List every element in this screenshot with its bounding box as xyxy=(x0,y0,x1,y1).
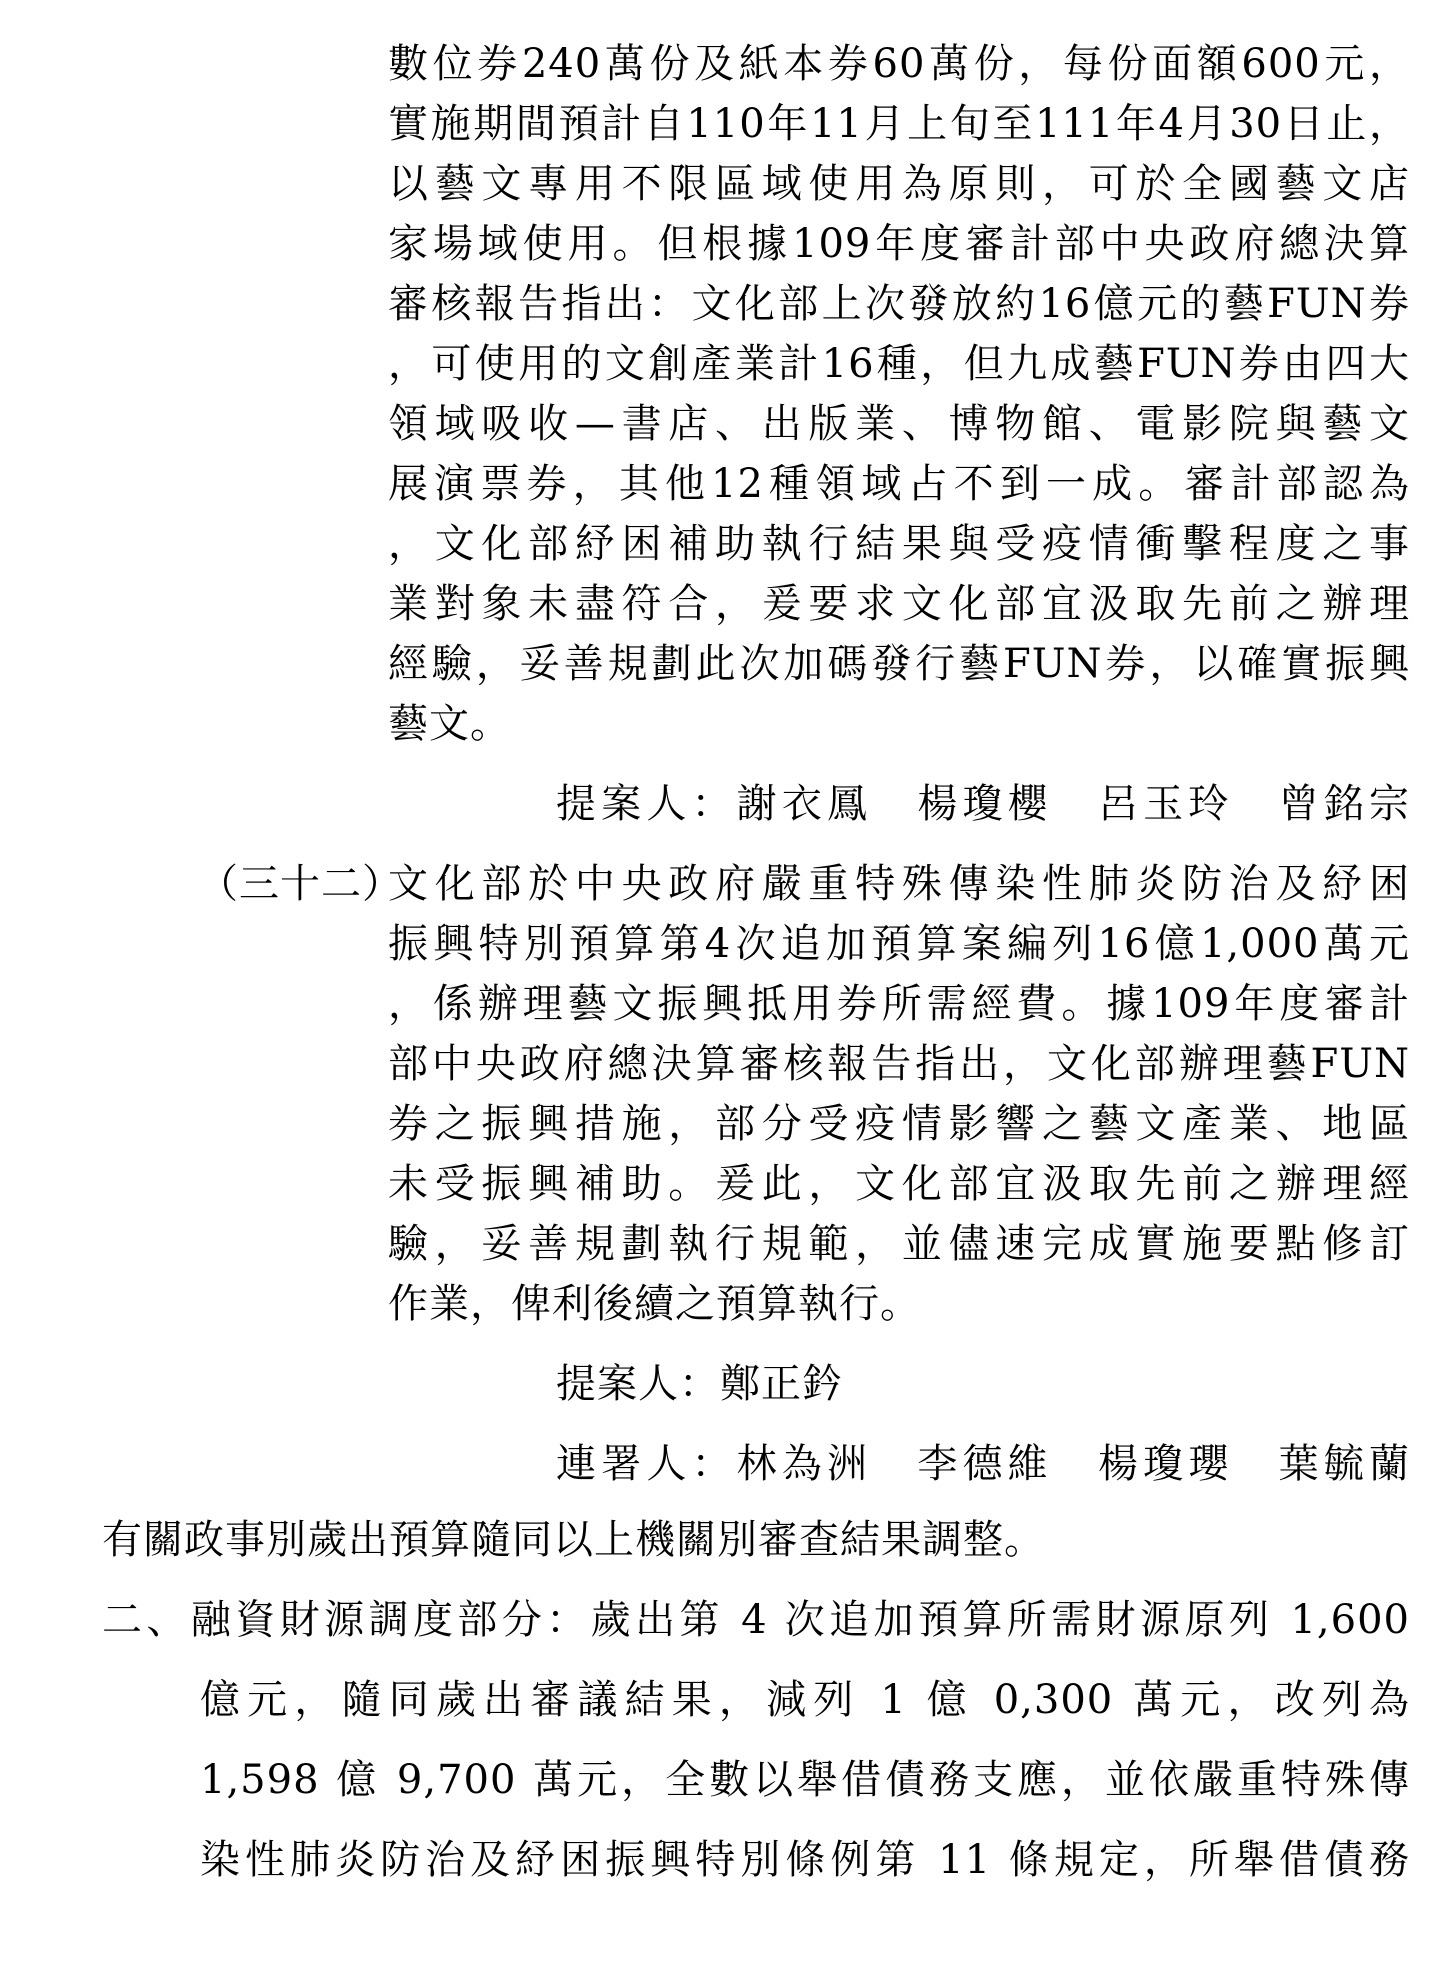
body-line: 驗，妥善規劃執行規範，並儘速完成實施要點修訂 xyxy=(388,1221,1410,1267)
body-line: 業對象未盡符合，爰要求文化部宜汲取先前之辦理 xyxy=(388,581,1410,627)
body-line: ，係辦理藝文振興抵用券所需經費。據109年度審計 xyxy=(388,981,1410,1027)
body-line: 作業，俾利後續之預算執行。 xyxy=(388,1281,921,1327)
body-line: 振興特別預算第4次追加預算案編列16億1,000萬元 xyxy=(388,921,1410,967)
body-line: 文化部於中央政府嚴重特殊傳染性肺炎防治及紓困 xyxy=(388,861,1410,907)
body-line: 券之振興措施，部分受疫情影響之藝文產業、地區 xyxy=(388,1101,1410,1147)
body-line: 1,598 億 9,700 萬元，全數以舉借債務支應，並依嚴重特殊傳 xyxy=(200,1757,1410,1803)
body-line: 染性肺炎防治及紓困振興特別條例第 11 條規定，所舉借債務 xyxy=(200,1837,1410,1883)
body-line: 數位券240萬份及紙本券60萬份，每份面額600元， xyxy=(388,41,1410,87)
body-line: ，文化部紓困補助執行結果與受疫情衝擊程度之事 xyxy=(388,521,1410,567)
proposer-line: 提案人：鄭正鈐 xyxy=(556,1361,843,1407)
proposer-line: 提案人：謝衣鳳 楊瓊櫻 呂玉玲 曾銘宗 xyxy=(556,781,1410,827)
section-heading-line: 二、融資財源調度部分：歲出第 4 次追加預算所需財源原列 1,600 xyxy=(102,1597,1410,1643)
item-label: （三十二） xyxy=(198,861,403,907)
body-line: 藝文。 xyxy=(388,701,511,747)
body-line: 家場域使用。但根據109年度審計部中央政府總決算 xyxy=(388,221,1410,267)
body-line: 展演票券，其他12種領域占不到一成。審計部認為 xyxy=(388,461,1410,507)
body-line: 未受振興補助。爰此，文化部宜汲取先前之辦理經 xyxy=(388,1161,1410,1207)
body-line: 部中央政府總決算審核報告指出，文化部辦理藝FUN xyxy=(388,1041,1410,1087)
cosigner-line: 連署人：林為洲 李德維 楊瓊瓔 葉毓蘭 xyxy=(556,1441,1410,1487)
body-line: 審核報告指出：文化部上次發放約16億元的藝FUN券 xyxy=(388,281,1410,327)
body-line: ，可使用的文創產業計16種，但九成藝FUN券由四大 xyxy=(388,341,1410,387)
body-line: 領域吸收—書店、出版業、博物館、電影院與藝文 xyxy=(388,401,1410,447)
summary-line: 有關政事別歲出預算隨同以上機關別審查結果調整。 xyxy=(102,1517,1045,1563)
body-line: 實施期間預計自110年11月上旬至111年4月30日止， xyxy=(388,101,1410,147)
body-line: 以藝文專用不限區域使用為原則，可於全國藝文店 xyxy=(388,161,1410,207)
body-line: 億元，隨同歲出審議結果，減列 1 億 0,300 萬元，改列為 xyxy=(200,1677,1410,1723)
body-line: 經驗，妥善規劃此次加碼發行藝FUN券，以確實振興 xyxy=(388,641,1410,687)
